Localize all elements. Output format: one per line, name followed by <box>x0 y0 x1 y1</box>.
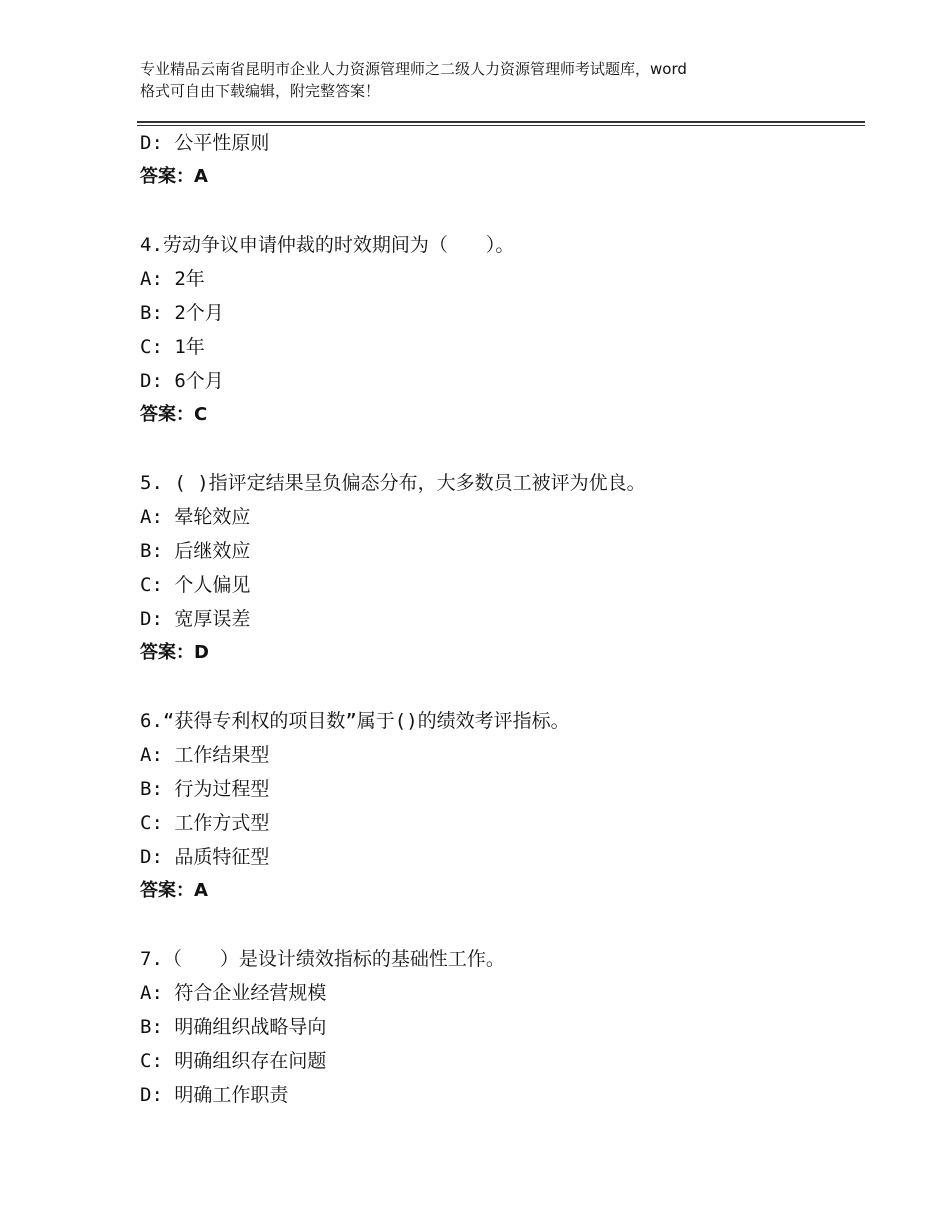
option-c: C: 1年 <box>140 336 205 358</box>
question-block-5 <box>140 466 860 670</box>
option-a: A: 晕轮效应 <box>140 506 251 528</box>
header-title-line-1: 专业精品云南省昆明市企业人力资源管理师之二级人力资源管理师考试题库，word <box>140 60 687 78</box>
option-b: B: 明确组织战略导向 <box>140 1016 327 1038</box>
question-list <box>140 126 860 1112</box>
option-d: D: 品质特征型 <box>140 846 270 868</box>
option-d: D: 6个月 <box>140 370 224 392</box>
question-text: 6.“获得专利权的项目数”属于()的绩效考评指标。 <box>140 710 570 732</box>
option-b: B: 后继效应 <box>140 540 251 562</box>
answer-line: 答案：C <box>140 404 208 425</box>
option-b: B: 2个月 <box>140 302 224 324</box>
question-block-prev <box>140 126 860 194</box>
option-d: D: 明确工作职责 <box>140 1084 289 1106</box>
answer-line: 答案：D <box>140 642 209 663</box>
spacer <box>140 432 860 466</box>
option-d: D: 宽厚误差 <box>140 608 251 630</box>
header-title-line-2: 格式可自由下载编辑，附完整答案！ <box>140 82 381 100</box>
question-block-4 <box>140 228 860 432</box>
header-divider-thick <box>137 121 865 123</box>
question-block-6 <box>140 704 860 908</box>
document-header <box>140 58 840 102</box>
option-b: B: 行为过程型 <box>140 778 270 800</box>
answer-line: 答案：A <box>140 166 208 187</box>
spacer <box>140 194 860 228</box>
spacer <box>140 670 860 704</box>
spacer <box>140 908 860 942</box>
question-text: 5. ( )指评定结果呈负偏态分布，大多数员工被评为优良。 <box>140 472 646 494</box>
answer-line: 答案：A <box>140 880 208 901</box>
question-text: 7.（ ）是设计绩效指标的基础性工作。 <box>140 948 505 970</box>
option-a: A: 符合企业经营规模 <box>140 982 327 1004</box>
option-d: D: 公平性原则 <box>140 132 270 154</box>
option-c: C: 个人偏见 <box>140 574 251 596</box>
question-block-7 <box>140 942 860 1112</box>
option-a: A: 工作结果型 <box>140 744 270 766</box>
option-c: C: 明确组织存在问题 <box>140 1050 327 1072</box>
option-a: A: 2年 <box>140 268 205 290</box>
question-text: 4.劳动争议申请仲裁的时效期间为（ ）。 <box>140 234 515 256</box>
option-c: C: 工作方式型 <box>140 812 270 834</box>
